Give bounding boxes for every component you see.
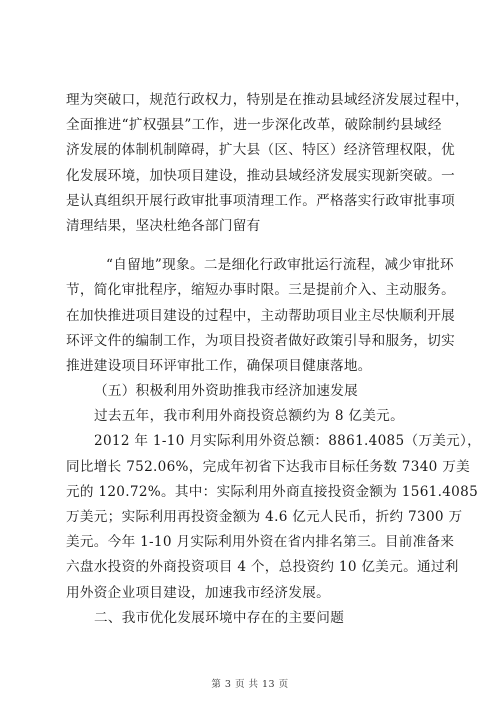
body-line: 六盘水投资的外商投资项目 4 个，总投资约 10 亿美元。通过利 — [66, 559, 459, 576]
body-line: 用外资企业项目建设，加速我市经济发展。 — [66, 584, 330, 601]
body-line: 化发展环境，加快项目建设，推动县域经济发展实现新突破。一 — [66, 167, 456, 184]
body-line: 元的 120.72%。其中：实际利用外商直接投资金额为 1561.4085 — [66, 483, 479, 500]
body-line: 是认真组织开展行政审批事项清理工作。严格落实行政审批事项 — [66, 192, 456, 209]
body-line: 全面推进“扩权强县”工作，进一步深化改革，破除制约县域经 — [66, 117, 442, 134]
paragraph-gap — [66, 239, 438, 253]
body-line: 清理结果，坚决杜绝各部门留有 — [66, 217, 261, 234]
body-line: 环评文件的编制工作，为项目投资者做好政策引导和服务，切实 — [66, 332, 456, 349]
body-line: 在加快推进项目建设的过程中，主动帮助项目业主尽快顺利开展 — [66, 307, 456, 324]
body-line: 2012 年 1-10 月实际利用外资总额：8861.4085（万美元）， — [94, 433, 482, 450]
body-line: 济发展的体制机制障碍，扩大县（区、特区）经济管理权限，优 — [66, 142, 456, 159]
section-heading: （五）积极利用外资助推我市经济加速发展 — [94, 383, 358, 400]
body-line: 理为突破口，规范行政权力，特别是在推动县域经济发展过程中， — [66, 92, 469, 108]
body-line: 推进建设项目环评审批工作，确保项目健康落地。 — [66, 357, 372, 374]
section-heading: 二、我市优化发展环境中存在的主要问题 — [94, 609, 345, 626]
body-line: 过去五年，我市利用外商投资总额约为 8 亿美元。 — [94, 408, 404, 425]
body-line: 同比增长 752.06%，完成年初省下达我市目标任务数 7340 万美 — [66, 458, 471, 475]
body-line: 万美元；实际利用再投资金额为 4.6 亿元人民币，折约 7300 万 — [66, 509, 463, 525]
page-footer: 第 3 页 共 13 页 — [211, 679, 289, 690]
document-body — [66, 88, 482, 631]
body-line: 美元。今年 1-10 月实际利用外资在省内排名第三。目前准备来 — [66, 534, 455, 551]
body-line: 节，简化审批程序，缩短办事时限。三是提前介入、主动服务。 — [66, 282, 456, 299]
body-line: “自留地”现象。二是细化行政审批运行流程，减少审批环 — [106, 257, 454, 274]
